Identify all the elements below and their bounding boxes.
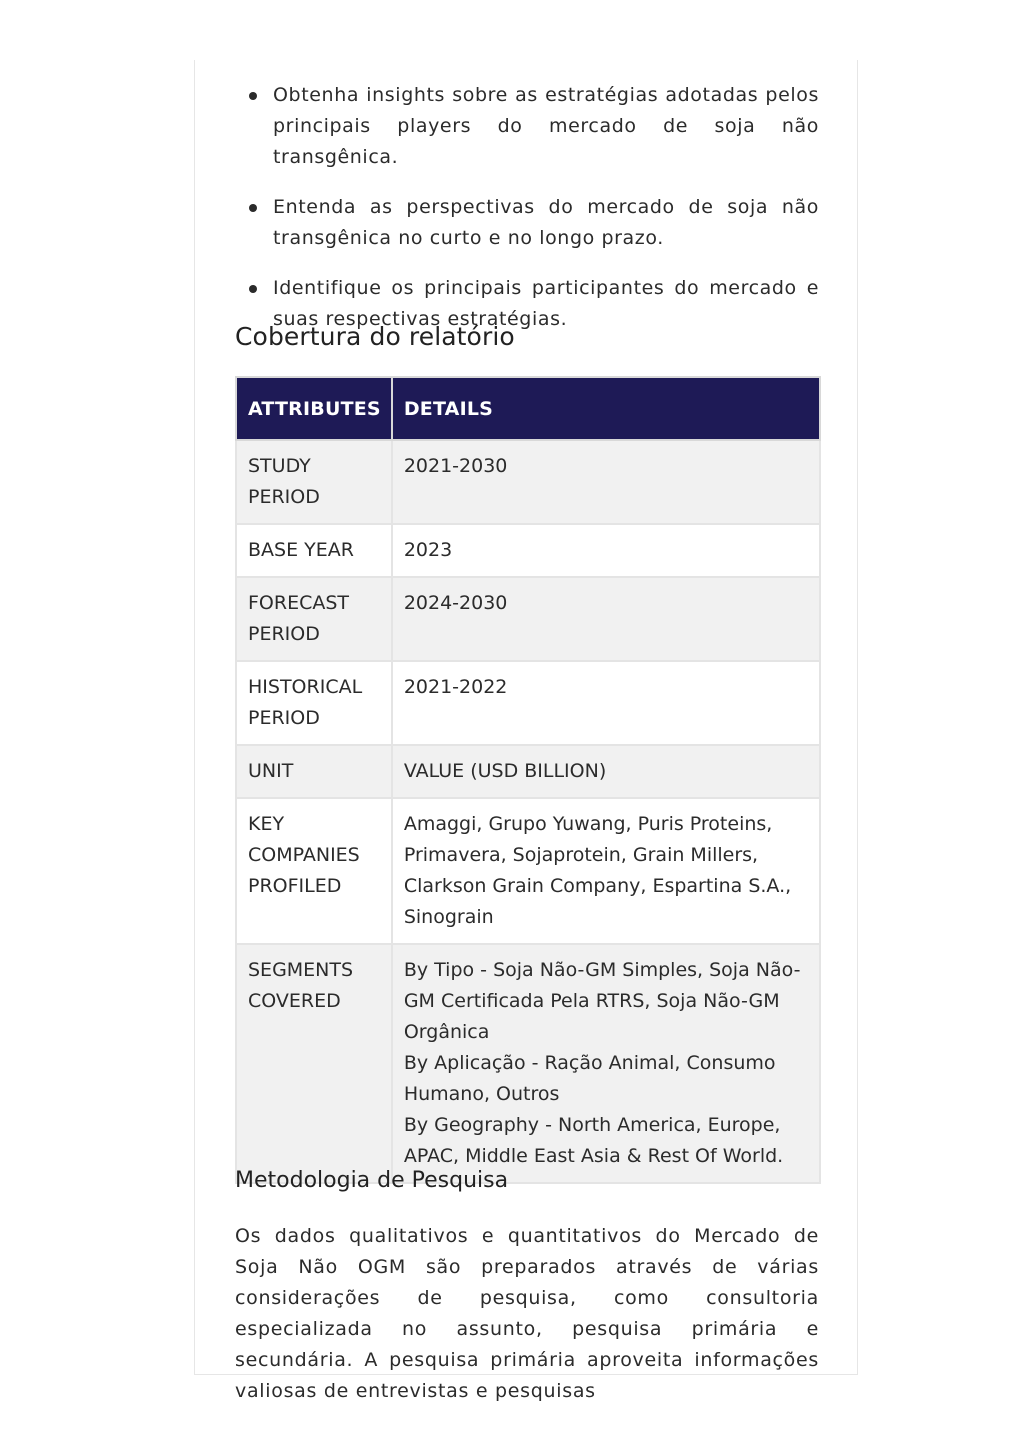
details-line: By Geography - North America, Europe, APAC, Middle East Asia & Rest Of World.: [403, 1114, 784, 1167]
attribute-cell: UNIT: [236, 745, 392, 798]
bullet-dot-icon: [249, 204, 257, 212]
details-line: By Tipo - Soja Não-GM Simples, Soja Não-GM Certificada Pela RTRS, Soja Não-GM Orgânica: [403, 959, 801, 1043]
details-line: 2024-2030: [403, 592, 508, 614]
attribute-cell: BASE YEAR: [236, 524, 392, 577]
attribute-cell: SEGMENTS COVERED: [236, 944, 392, 1183]
page-card: [194, 60, 858, 1402]
table-row: [236, 944, 820, 1183]
details-line: VALUE (USD BILLION): [403, 760, 607, 782]
list-item-text: Identifique os principais participantes do mercado e suas respectivas estratégias.: [273, 277, 819, 330]
coverage-title: Cobertura do relatório: [235, 322, 515, 351]
attribute-cell: STUDY PERIOD: [236, 440, 392, 524]
bullet-dot-icon: [249, 92, 257, 100]
list-item-text: Obtenha insights sobre as estratégias adotadas pelos principais players do mercado de soja não transgênica.: [273, 84, 819, 168]
details-cell: [392, 661, 820, 745]
list-item: [235, 80, 819, 173]
details-cell: [392, 577, 820, 661]
table-row: [236, 798, 820, 944]
details-line: 2023: [403, 539, 453, 561]
table-row: [236, 440, 820, 524]
details-line: By Aplicação - Ração Animal, Consumo Humano, Outros: [403, 1052, 776, 1105]
list-item-text: Entenda as perspectivas do mercado de soja não transgênica no curto e no longo prazo.: [273, 196, 819, 249]
details-line: Amaggi, Grupo Yuwang, Puris Proteins, Primavera, Sojaprotein, Grain Millers, Clarkson Grain Company, Espartina S.A., Sinograin: [403, 813, 792, 928]
table-row: [236, 577, 820, 661]
details-cell: [392, 745, 820, 798]
table-row: [236, 745, 820, 798]
bullet-dot-icon: [249, 285, 257, 293]
details-cell: [392, 524, 820, 577]
insights-list: [235, 80, 819, 354]
details-cell: [392, 944, 820, 1183]
attributes-header: ATTRIBUTES: [236, 377, 392, 440]
attribute-cell: HISTORICAL PERIOD: [236, 661, 392, 745]
details-cell: [392, 440, 820, 524]
methodology-title: Metodologia de Pesquisa: [235, 1168, 509, 1193]
list-item: [235, 192, 819, 254]
attribute-cell: FORECAST PERIOD: [236, 577, 392, 661]
details-line: 2021-2030: [403, 455, 508, 477]
table-row: [236, 524, 820, 577]
details-header: DETAILS: [392, 377, 820, 440]
methodology-paragraph: Os dados qualitativos e quantitativos do Mercado de Soja Não OGM são preparados através de várias considerações de pesquisa, como consultoria especializada no assunto, pesquisa primária e secundária. A pesquisa primária aproveita informações valiosas de entrevistas e pesquisas: [235, 1225, 819, 1402]
table-header-row: [236, 377, 820, 440]
report-coverage-table: [235, 376, 821, 1184]
attribute-cell: KEY COMPANIES PROFILED: [236, 798, 392, 944]
table-row: [236, 661, 820, 745]
details-cell: [392, 798, 820, 944]
details-line: 2021-2022: [403, 676, 508, 698]
